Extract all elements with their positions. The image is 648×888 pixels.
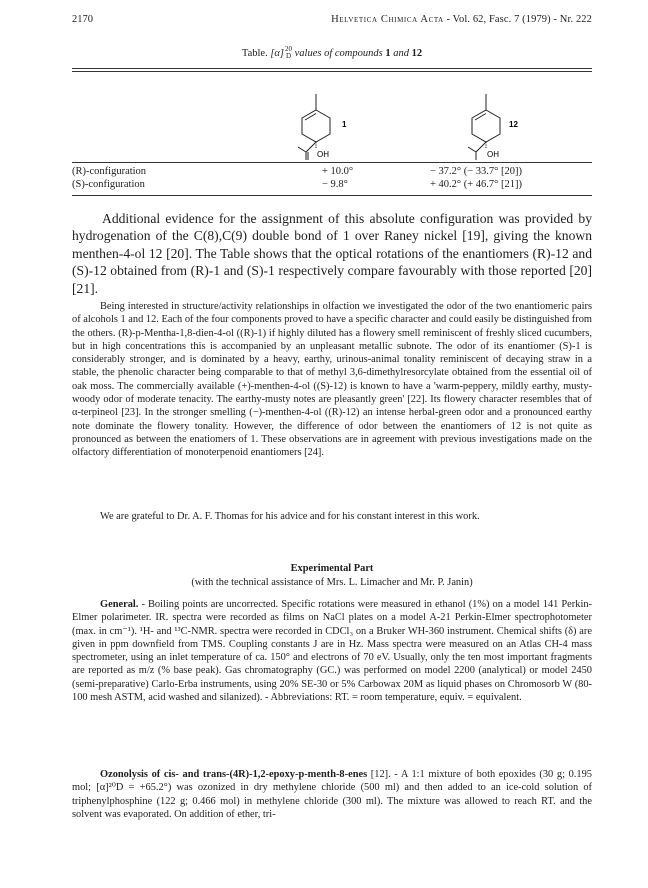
table-caption-compound-12: 12 [411, 48, 423, 59]
paragraph-ozonolysis [72, 768, 592, 821]
general-text: - Boiling points are uncorrected. Specific rotations were measured in ethanol (1%) on a model 141 Perkin-Elmer polarimeter. IR. spectra were recorded as films on NaCl plates on a model A-21 Perkin-Elmer spectrophotometer (max. in cm⁻¹). ¹H- and ¹³C-NMR. spectra were recorded in CDCl₃ on a Bruker WH-360 instrument. Chemical shifts (δ) are given in ppm downfield from TMS. Coupling constants J are in Hz. Mass spectra were measured on an Atlas CH-4 mass spectrometer, using an inlet temperature of ca. 150° and electrons of 70 eV. Usually, only the ten most important fragments are reported as m/z (% base peak). Gas chromatography (GC.) was performed on model 2200 (analytical) or model 2450 (semi-preparative) Carlo-Erba instruments, using 20% SE-30 or 5% Carbowax 20M as liquid phases on Chromosorb W (80-100 mesh ASTM, acid washed and silanized). - Abbreviations: RT. = room temperature, equiv. = equivalent. [72, 599, 592, 704]
table-caption-compound-1: 1 [385, 48, 391, 59]
compound-1-number: 1 [342, 120, 347, 129]
section-title: Experimental Part [290, 563, 374, 574]
compound-12-number: 12 [509, 120, 518, 129]
paragraph-acknowledgement: We are grateful to Dr. A. F. Thomas for his advice and for his constant interest in this work. [100, 511, 480, 522]
paragraph-hydrogenation: Additional evidence for the assignment of this absolute configuration was provided by hydrogenation of the C(8),C(9) double bond of 1 over Raney nickel [19], giving the known menthen-4-ol 12 [20]. The Table shows that the optical rotations of the enantiomers (R)-12 and (S)-12 obtained from (R)-1 and (S)-1 respectively compare favourably with those reported [20] [21]. [72, 211, 592, 296]
general-heading: General. [100, 599, 139, 610]
table-top-rule [72, 68, 592, 69]
table-caption-label: Table. [241, 48, 271, 59]
table-mid-rule [72, 162, 592, 163]
journal-volume: - Vol. 62, Fasc. 7 (1979) - Nr. 222 [443, 14, 592, 25]
table-caption [72, 46, 592, 60]
table-caption-symbol: [α] [270, 48, 285, 59]
page-number: 2170 [72, 14, 93, 25]
paragraph-odor: Being interested in structure/activity relationships in olfaction we investigated the odor of the two enantiomeric pairs of alcohols 1 and 12. Each of the four components proved to have a specific character and could easily be distinguished from the others. (R)-p-Mentha-1,8-dien-4-ol ((R)-1) if highly diluted has a flowery smell reminiscent of freshly sliced cucumbers, but in high concentrations this is accompanied by an unpleasant metallic subnote. The odor of its enantiomer (S)-1 is considerably stronger, and is dominated by a heavy, earthy, urinous-animal tonality reminiscent of decaying straw in a stable, the phenolic character being comparable to that of methyl 3,6-dimethylresorcylate obtained from the essential oil of oak moss. The commercially available (+)-menthen-4-ol ((S)-12) is known to have a 'warm-peppery, mildly earthy, musty-woody odor of moderate tenacity. The earthy-musty notes are pleasantly green' [22]. Its flowery character resembles that of α-terpineol [23]. In the stronger smelling (−)-menthen-4-ol ((R)-12) an intense herbal-green odor and a pronounced earthy note dominate the flowery tonality. However, the difference of odor between the enantiomers of 12 is not quite as pronounced as between the enatiomers of 1. These observations are in agreement with previous investigations made on the olfactory differentiation of monoterpenoid enantiomers [24]. [72, 301, 592, 459]
row-value-compound-12: − 37.2° (− 33.7° [20]) [430, 166, 522, 177]
journal-citation [331, 14, 592, 25]
table-caption-text: values of compounds [292, 48, 386, 59]
section-assistance: (with the technical assistance of Mrs. L. Limacher and Mr. P. Janin) [191, 577, 473, 588]
table-caption-sub: D [285, 52, 292, 60]
journal-name: Helvetica Chimica Acta [331, 14, 444, 25]
row-value-compound-1: + 10.0° [322, 166, 354, 177]
table-row [72, 166, 592, 179]
row-label: (S)-configuration [72, 179, 145, 190]
compound-1-oh-label: OH [317, 150, 329, 159]
compound-12-oh-label: OH [487, 150, 499, 159]
table-top-rule-2 [72, 71, 592, 72]
table-caption-sup: 20 [285, 45, 293, 53]
ozonolysis-heading: Ozonolysis of cis- and trans-(4R)-1,2-epoxy-p-menth-8-enes [100, 769, 368, 780]
structure-compound-12 [462, 92, 522, 160]
table-caption-and: and [390, 48, 412, 59]
table-row [72, 179, 592, 192]
paragraph-general [72, 598, 592, 704]
ozonolysis-text: [12]. - A 1:1 mixture of both epoxides (30 g; 0.195 mol; [α]²⁰D = +65.2°) was ozonized in dry methylene chloride (500 ml) and then added to an ice-cold solution of triphenylphosphine (122 g; 0.466 mol) in methylene chloride (300 ml). The mixture was allowed to reach RT. and the solvent was evaporated. On addition of ether, tri- [72, 769, 592, 820]
row-value-compound-1: − 9.8° [322, 179, 348, 190]
row-label: (R)-configuration [72, 166, 147, 177]
structure-compound-1 [292, 92, 352, 160]
row-value-compound-12: + 40.2° (+ 46.7° [21]) [430, 179, 522, 190]
table-bottom-rule [72, 195, 592, 196]
